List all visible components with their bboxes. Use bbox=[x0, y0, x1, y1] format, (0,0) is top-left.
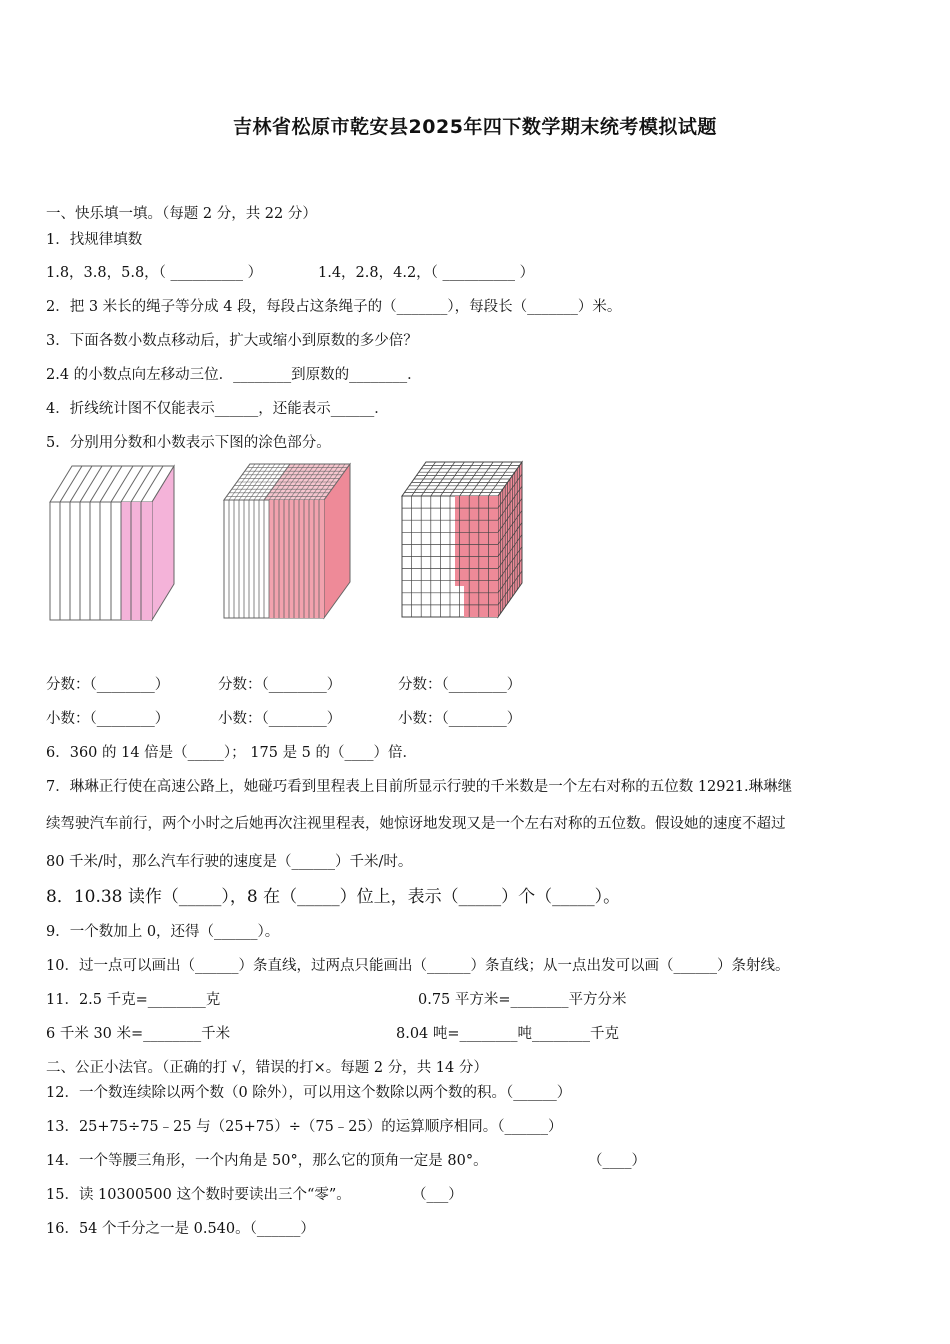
figure-thousandths-cube bbox=[398, 458, 526, 624]
question-10: 10．过一点可以画出（______）条直线，过两点只能画出（______）条直线；从一点出发可以画（______）条射线。 bbox=[46, 958, 790, 974]
question-9: 9．一个数加上 0，还得（______）。 bbox=[46, 924, 280, 940]
decimal-answer-1: 小数：（________） bbox=[46, 711, 170, 727]
question-1-seq-a: 1.8，3.8，5.8，（ __________ ） bbox=[46, 265, 263, 281]
fraction-answer-2: 分数：（________） bbox=[218, 677, 342, 693]
question-14-answer: （____） bbox=[588, 1153, 646, 1169]
question-14: 14．一个等腰三角形，一个内角是 50°，那么它的顶角一定是 80°。 bbox=[46, 1153, 488, 1169]
question-15: 15．读 10300500 这个数时要读出三个“零”。 bbox=[46, 1187, 351, 1203]
question-11-d: 8.04 吨=________吨________千克 bbox=[396, 1026, 620, 1042]
figure-hundredths-block bbox=[220, 458, 355, 624]
question-12: 12．一个数连续除以两个数（0 除外），可以用这个数除以两个数的积。（______） bbox=[46, 1085, 572, 1101]
question-3: 3．下面各数小数点移动后，扩大或缩小到原数的多少倍？ bbox=[46, 333, 418, 349]
question-2: 2．把 3 米长的绳子等分成 4 段，每段占这条绳子的（_______），每段长（_______）米。 bbox=[46, 299, 622, 315]
question-7-line-3: 80 千米/时，那么汽车行驶的速度是（______）千米/时。 bbox=[46, 854, 413, 870]
question-8: 8．10.38 读作（_____），8 在（_____）位上，表示（_____）个（_____）。 bbox=[46, 887, 621, 907]
question-7-line-1: 7．琳琳正行使在高速公路上，她碰巧看到里程表上目前所显示行驶的千米数是一个左右对称的五位数 12921.琳琳继 bbox=[46, 779, 793, 795]
question-1-seq-b: 1.4，2.8，4.2，（ __________ ） bbox=[318, 265, 535, 281]
question-11-c: 6 千米 30 米=________千米 bbox=[46, 1026, 231, 1042]
section-2-heading: 二、公正小法官。（正确的打 √，错误的打×。每题 2 分，共 14 分） bbox=[46, 1060, 488, 1076]
question-13: 13．25+75÷75﹣25 与（25+75）÷（75﹣25）的运算顺序相同。（______） bbox=[46, 1119, 563, 1135]
figure-tenths-block bbox=[46, 458, 178, 624]
question-11-a: 11．2.5 千克=________克 bbox=[46, 992, 221, 1008]
question-4: 4．折线统计图不仅能表示______，还能表示______． bbox=[46, 401, 389, 417]
page-title: 吉林省松原市乾安县2025年四下数学期末统考模拟试题 bbox=[233, 116, 717, 138]
decimal-answer-2: 小数：（________） bbox=[218, 711, 342, 727]
question-11-b: 0.75 平方米=________平方分米 bbox=[418, 992, 627, 1008]
question-5: 5．分别用分数和小数表示下图的涂色部分。 bbox=[46, 435, 331, 451]
question-6: 6．360 的 14 倍是（_____）； 175 是 5 的（____）倍． bbox=[46, 745, 418, 761]
section-1-heading: 一、快乐填一填。（每题 2 分，共 22 分） bbox=[46, 206, 317, 222]
question-16: 16．54 个千分之一是 0.540。（______） bbox=[46, 1221, 315, 1237]
decimal-answer-3: 小数：（________） bbox=[398, 711, 522, 727]
question-1: 1．找规律填数 bbox=[46, 232, 143, 248]
fraction-answer-1: 分数：（________） bbox=[46, 677, 170, 693]
question-3-item: 2.4 的小数点向左移动三位．________到原数的________． bbox=[46, 367, 422, 383]
question-7-line-2: 续驾驶汽车前行，两个小时之后她再次注视里程表，她惊讶地发现又是一个左右对称的五位数。假设她的速度不超过 bbox=[46, 816, 786, 832]
question-15-answer: （___） bbox=[412, 1187, 463, 1203]
fraction-answer-3: 分数：（________） bbox=[398, 677, 522, 693]
